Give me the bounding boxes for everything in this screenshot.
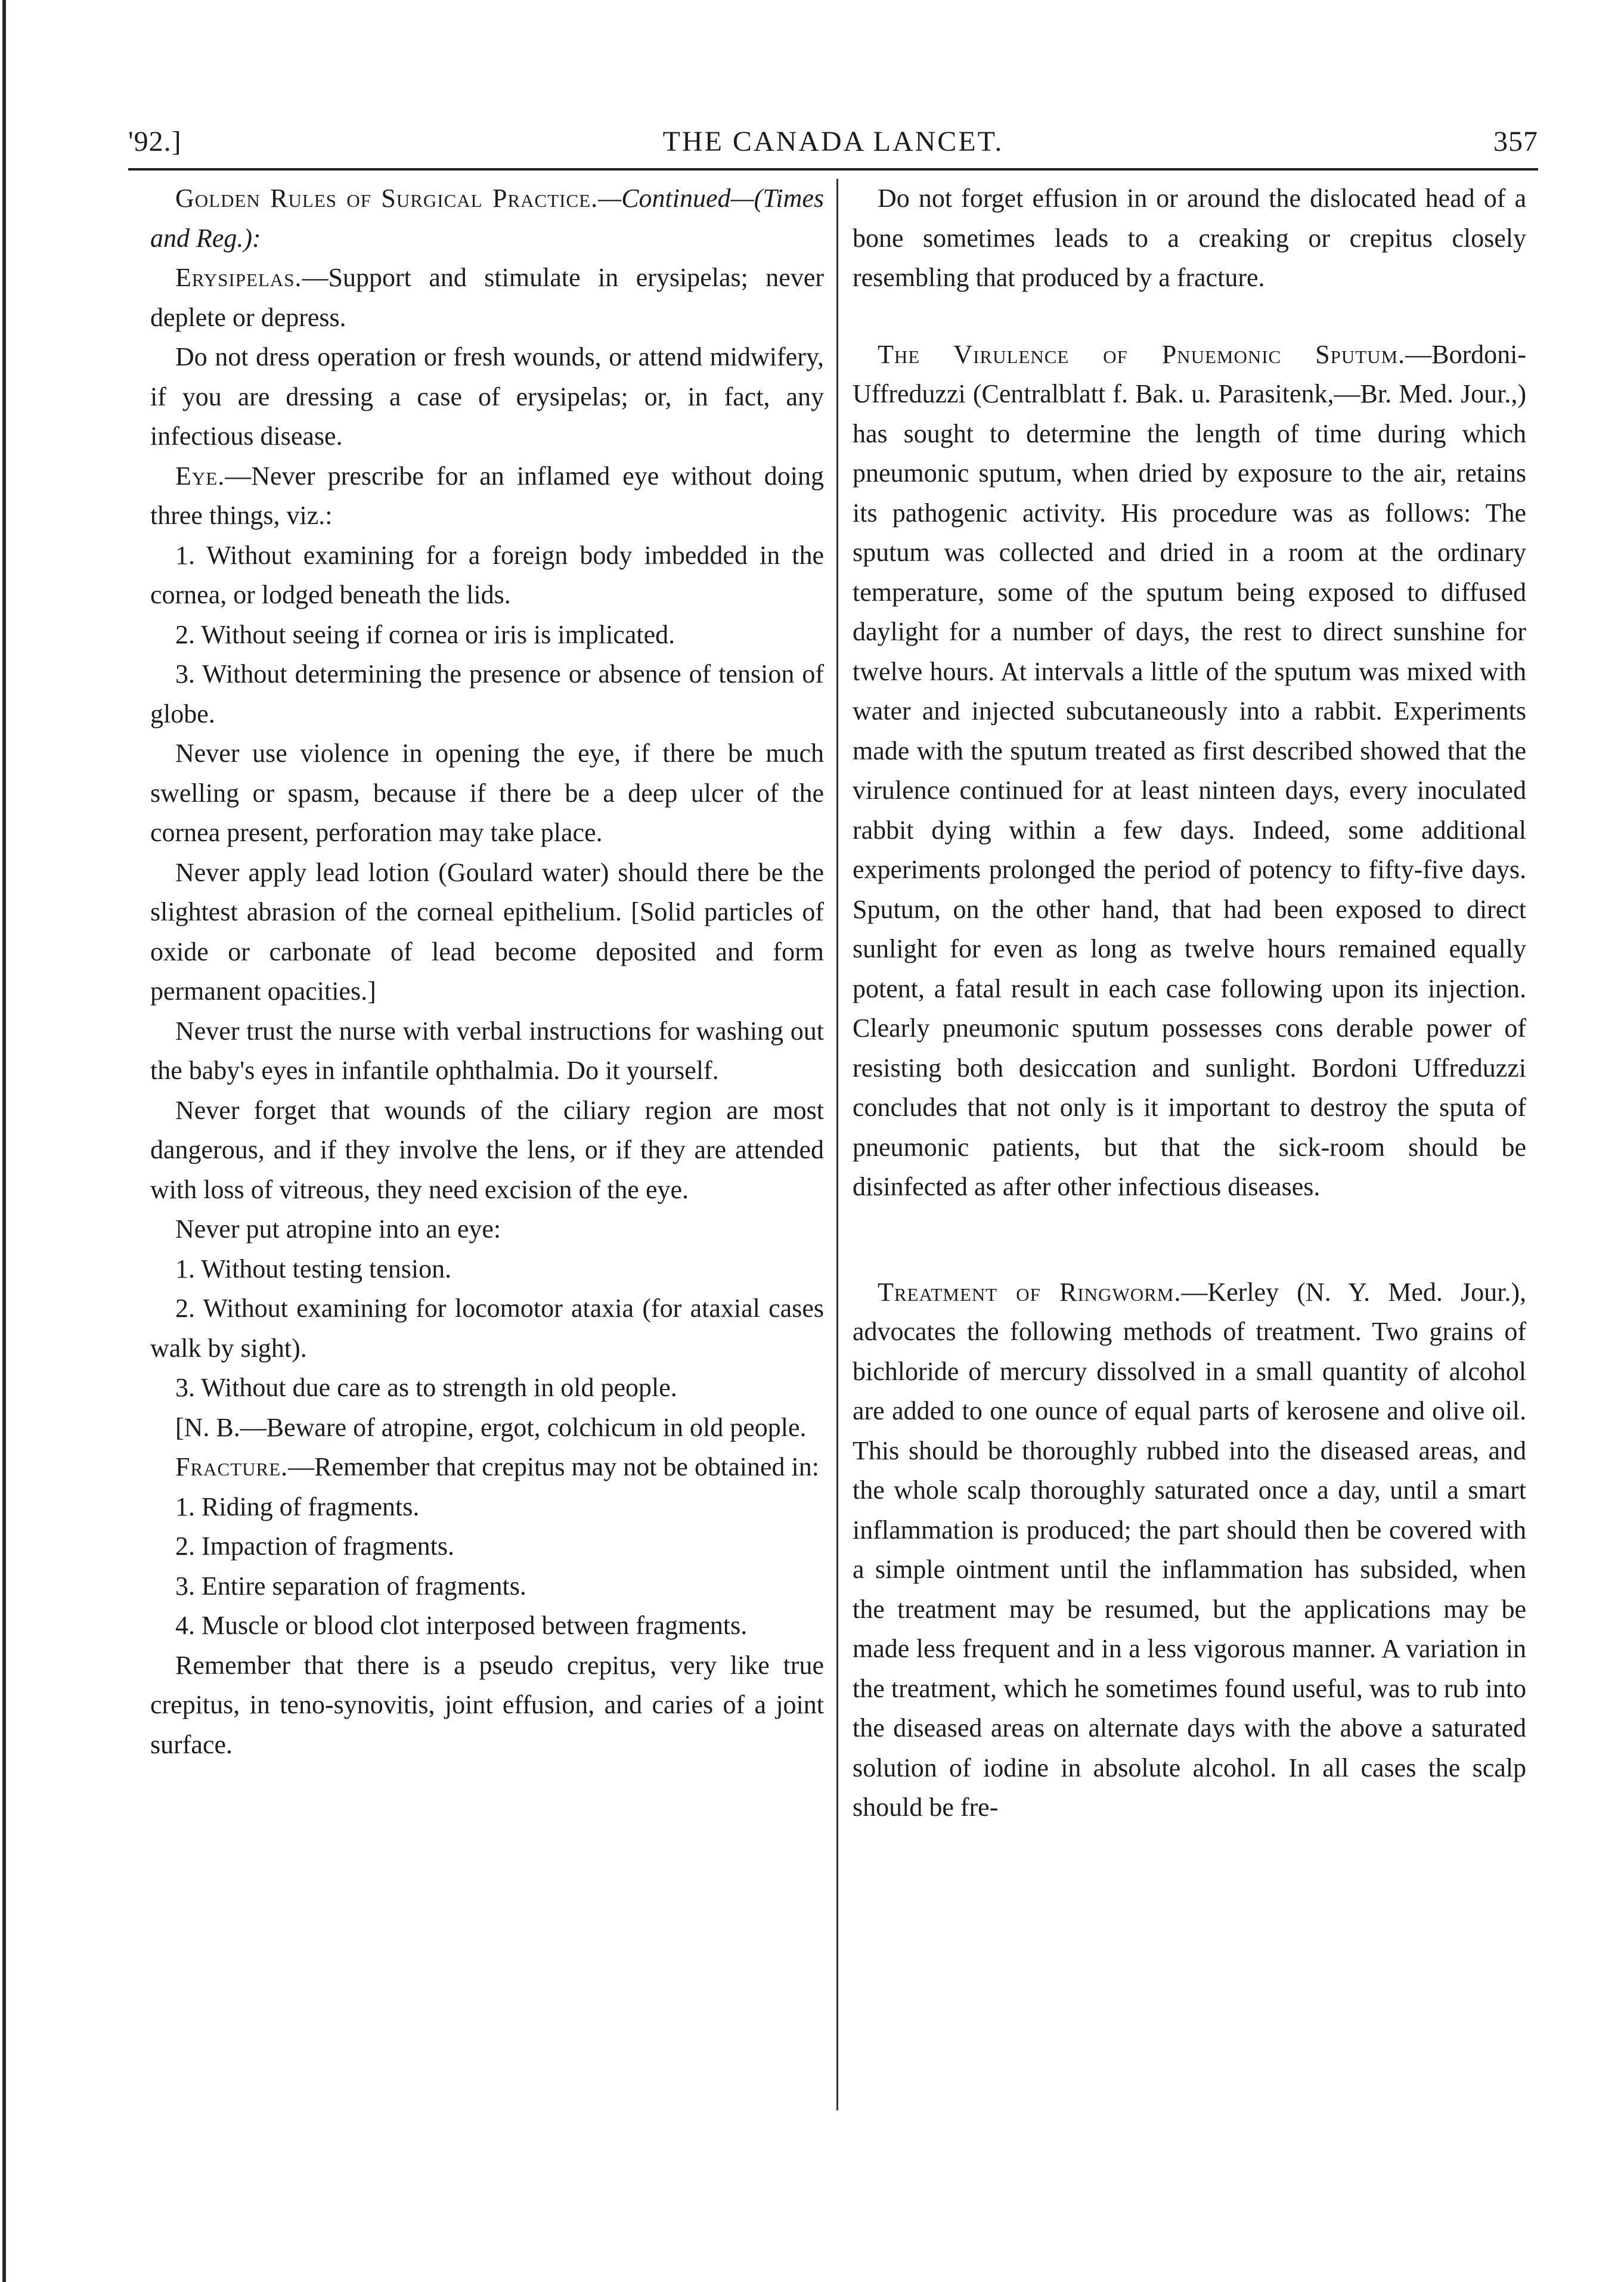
fracture-text: —Remember that crepitus may not be obtained in: <box>288 1452 819 1481</box>
column-divider <box>836 179 838 2110</box>
paragraph: Never apply lead lotion (Goulard water) should there be the slightest abrasion of the corneal epithelium. [Solid particles of oxide or carbonate of lead become deposited and form permanent opacities.] <box>150 857 824 1006</box>
list-item: 3. Without due care as to strength in old people. <box>175 1373 677 1402</box>
right-column <box>853 179 1526 1828</box>
paragraph: Never put atropine into an eye: <box>175 1214 501 1244</box>
eye-text: —Never prescribe for an inflamed eye without doing three things, viz.: <box>150 461 824 530</box>
golden-rules-heading <box>150 179 824 258</box>
paragraph: Never trust the nurse with verbal instructions for washing out the baby's eyes in infantile ophthalmia. Do it yourself. <box>150 1016 824 1085</box>
list-item: 1. Without examining for a foreign body imbedded in the cornea, or lodged beneath the lids. <box>150 540 824 609</box>
erysipelas-text: —Support and stimulate in erysipelas; never deplete or depress. <box>150 263 824 332</box>
list-item: 2. Without examining for locomotor ataxia (for ataxial cases walk by sight). <box>150 1294 824 1363</box>
virulence-text: —Bordoni-Uffreduzzi (Centralblatt f. Bak. u. Parasitenk,—Br. Med. Jour.,) has sought to determine the length of time during which pneumonic sputum, when dried by exposure to the air, retains its pathogenic activity. His procedure was as follows: The sputum was collected and dried in a room at the ordinary temperature, some of the sputum being exposed to diffused daylight for a number of days, the rest to direct sunshine for twelve hours. At intervals a little of the sputum was mixed with water and injected subcutaneously into a rabbit. Experiments made with the sputum treated as first described showed that the virulence continued for at least ninteen days, every inoculated rabbit dying within a few days. Indeed, some additional experiments prolonged the period of potency to fifty-five days. Sputum, on the other hand, that had been exposed to direct sunlight for even as long as twelve hours remained equally potent, a fatal result in each case following upon its injection. Clearly pneumonic sputum possesses cons derable power of resisting both desiccation and sunlight. Bordoni Uffreduzzi concludes that not only is it important to destroy the sputa of pneumonic patients, but that the sick-room should be disinfected as after other infectious diseases. <box>853 339 1526 1201</box>
paragraph: Do not dress operation or fresh wounds, or attend midwifery, if you are dressing a case of erysipelas; or, in fact, any infectious disease. <box>150 342 824 451</box>
paragraph: Never use violence in opening the eye, if there be much swelling or spasm, because if there be a deep ulcer of the cornea present, perforation may take place. <box>150 739 824 847</box>
running-header <box>128 125 1538 167</box>
header-rule <box>128 168 1538 170</box>
virulence-heading: The Virulence of Pnuemonic Sputum. <box>878 339 1406 369</box>
page-number: 357 <box>1493 126 1538 157</box>
golden-rules-title: Golden Rules of Surgical Practice. <box>175 184 599 213</box>
fracture-paragraph <box>150 1447 824 1487</box>
paragraph: Do not forget effusion in or around the dislocated head of a bone sometimes leads to a creaking or crepitus closely resembling that produced by a fracture. <box>853 184 1526 292</box>
ringworm-article <box>853 1273 1526 1828</box>
ringworm-heading: Treatment of Ringworm. <box>878 1277 1182 1307</box>
virulence-article <box>853 335 1526 1207</box>
fracture-heading: Fracture. <box>175 1452 289 1481</box>
paragraph: [N. B.—Beware of atropine, ergot, colchicum in old people. <box>175 1412 807 1442</box>
list-item: 4. Muscle or blood clot interposed between fragments. <box>175 1611 748 1640</box>
journal-title: THE CANADA LANCET. <box>662 126 1004 157</box>
list-item: 2. Impaction of fragments. <box>175 1531 454 1561</box>
list-item: 3. Without determining the presence or absence of tension of globe. <box>150 659 824 728</box>
paragraph: Never forget that wounds of the ciliary region are most dangerous, and if they involve the lens, or if they are attended with loss of vitreous, they need excision of the eye. <box>150 1095 824 1204</box>
erysipelas-heading: Erysipelas. <box>175 263 302 292</box>
header-year: '92.] <box>128 126 182 157</box>
erysipelas-paragraph <box>150 258 824 337</box>
left-column <box>150 179 824 1765</box>
paragraph: Remember that there is a pseudo crepitus, very like true crepitus, in teno-synovitis, joint effusion, and caries of a joint surface. <box>150 1650 824 1759</box>
eye-heading: Eye. <box>175 461 225 491</box>
list-item: 1. Riding of fragments. <box>175 1492 420 1521</box>
page-edge-rule <box>2 0 6 2282</box>
eye-paragraph <box>150 457 824 536</box>
list-item: 1. Without testing tension. <box>175 1254 452 1283</box>
list-item: 3. Entire separation of fragments. <box>175 1571 526 1601</box>
list-item: 2. Without seeing if cornea or iris is implicated. <box>175 619 675 649</box>
ringworm-text: —Kerley (N. Y. Med. Jour.), advocates the following methods of treatment. Two grains of bichloride of mercury dissolved in a small quantity of alcohol are added to one ounce of equal parts of kerosene and olive oil. This should be thoroughly rubbed into the diseased areas, and the whole scalp thoroughly saturated once a day, until a smart inflammation is produced; the part should then be covered with a simple ointment until the inflammation has subsided, when the treatment may be resumed, but the applications may be made less frequent and in a less vigorous manner. A variation in the treatment, which he sometimes found useful, was to rub into the diseased areas on alternate days with the above a saturated solution of iodine in absolute alcohol. In all cases the scalp should be fre- <box>853 1277 1526 1822</box>
golden-rules-source: —Continued—(Times and Reg.): <box>150 184 824 253</box>
